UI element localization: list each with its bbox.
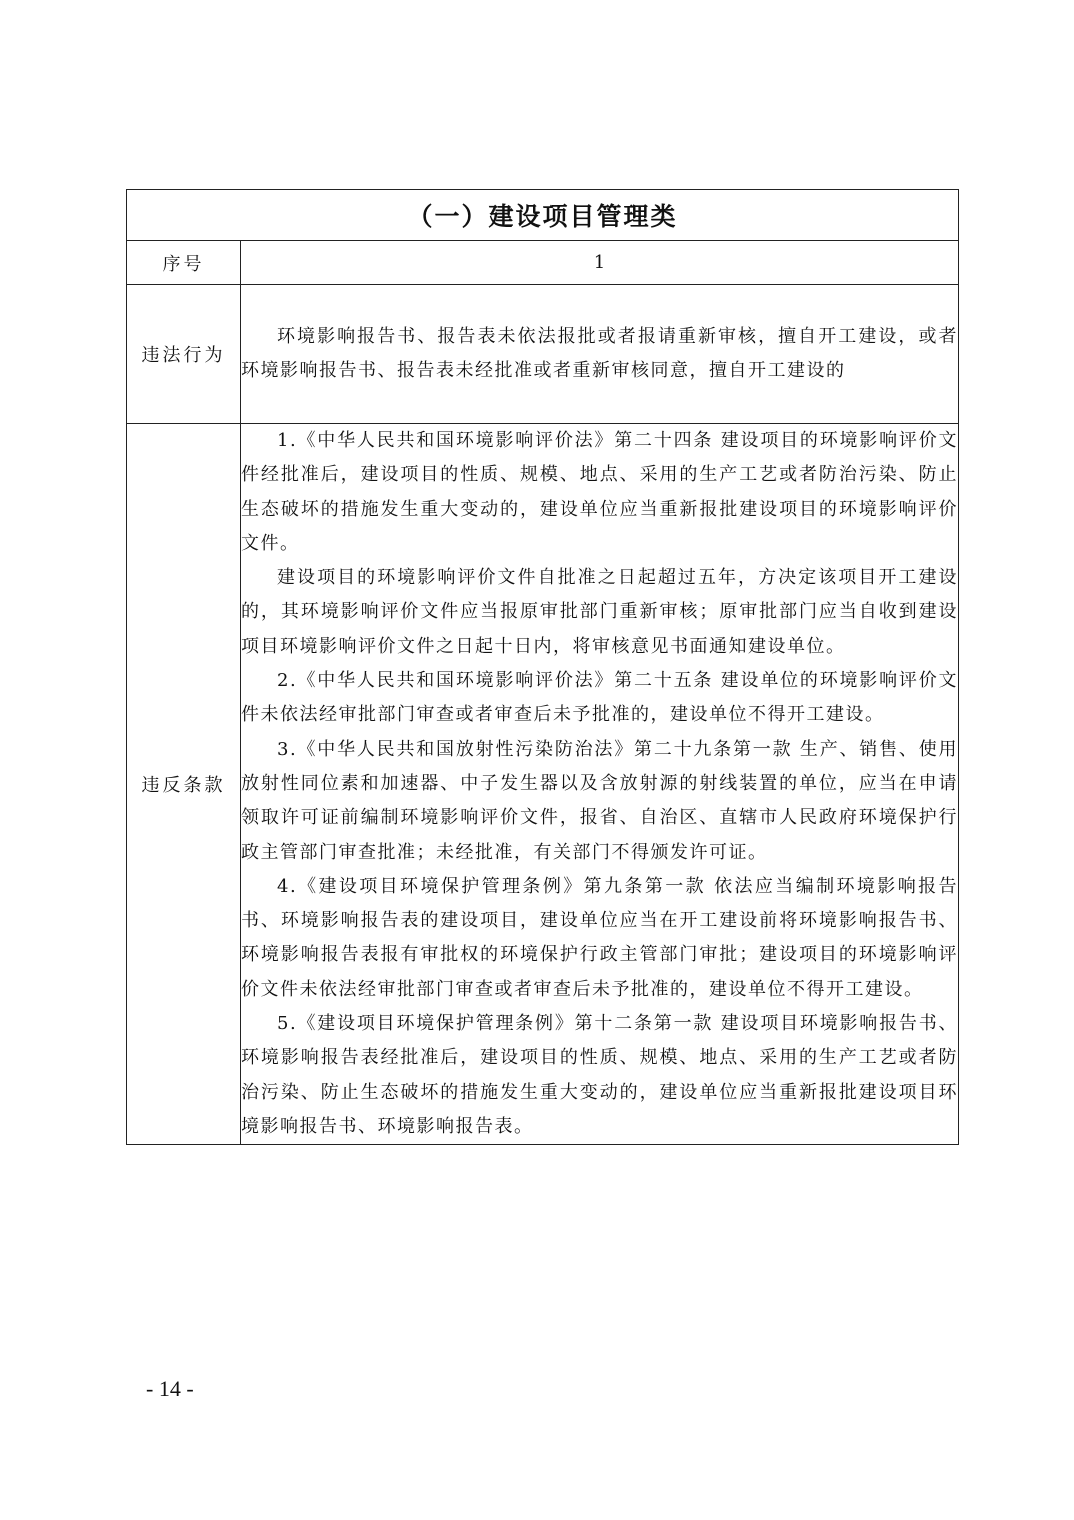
provision-paragraph: 1.《中华人民共和国环境影响评价法》第二十四条 建设项目的环境影响评价文件经批准后，建设项目的性质、规模、地点、采用的生产工艺或者防治污染、防止生态破坏的措施发生重大变动的，建设单位应当重新报批建设项目的环境影响评价文件。 xyxy=(241,430,958,554)
provisions-label: 违反条款 xyxy=(127,424,241,1145)
section-header-row xyxy=(127,190,959,241)
provisions-text-cell xyxy=(241,424,959,1145)
provision-paragraph: 3.《中华人民共和国放射性污染防治法》第二十九条第一款 生产、销售、使用放射性同位素和加速器、中子发生器以及含放射源的射线装置的单位，应当在申请领取许可证前编制环境影响评价文件，报省、自治区、直辖市人民政府环境保护行政主管部门审查批准；未经批准，有关部门不得颁发许可证。 xyxy=(241,738,958,863)
provision-paragraph: 5.《建设项目环境保护管理条例》第十二条第一款 建设项目环境影响报告书、环境影响报告表经批准后，建设项目的性质、规模、地点、采用的生产工艺或者防治污染、防止生态破坏的措施发生重大变动的，建设单位应当重新报批建设项目环境影响报告书、环境影响报告表。 xyxy=(241,1013,958,1137)
serial-label: 序号 xyxy=(127,241,241,285)
serial-row xyxy=(127,241,959,285)
violation-label: 违法行为 xyxy=(127,285,241,424)
provisions-row xyxy=(127,424,959,1145)
serial-value: 1 xyxy=(241,241,959,285)
violation-text: 环境影响报告书、报告表未依法报批或者报请重新审核，擅自开工建设，或者环境影响报告书、报告表未经批准或者重新审核同意，擅自开工建设的 xyxy=(241,325,958,381)
section-title: （一）建设项目管理类 xyxy=(127,190,959,241)
regulation-table xyxy=(126,189,959,1145)
violation-text-cell xyxy=(241,285,959,424)
violation-row xyxy=(127,285,959,424)
provision-paragraph: 建设项目的环境影响评价文件自批准之日起超过五年，方决定该项目开工建设的，其环境影响评价文件应当报原审批部门重新审核；原审批部门应当自收到建设项目环境影响评价文件之日起十日内，将审核意见书面通知建设单位。 xyxy=(241,567,958,657)
provision-paragraph: 2.《中华人民共和国环境影响评价法》第二十五条 建设单位的环境影响评价文件未依法经审批部门审查或者审查后未予批准的，建设单位不得开工建设。 xyxy=(241,670,958,726)
page-number: - 14 - xyxy=(146,1376,194,1401)
provision-paragraph: 4.《建设项目环境保护管理条例》第九条第一款 依法应当编制环境影响报告书、环境影响报告表的建设项目，建设单位应当在开工建设前将环境影响报告书、环境影响报告表报有审批权的环境保护行政主管部门审批；建设项目的环境影响评价文件未依法经审批部门审查或者审查后未予批准的，建设单位不得开工建设。 xyxy=(241,875,958,1000)
